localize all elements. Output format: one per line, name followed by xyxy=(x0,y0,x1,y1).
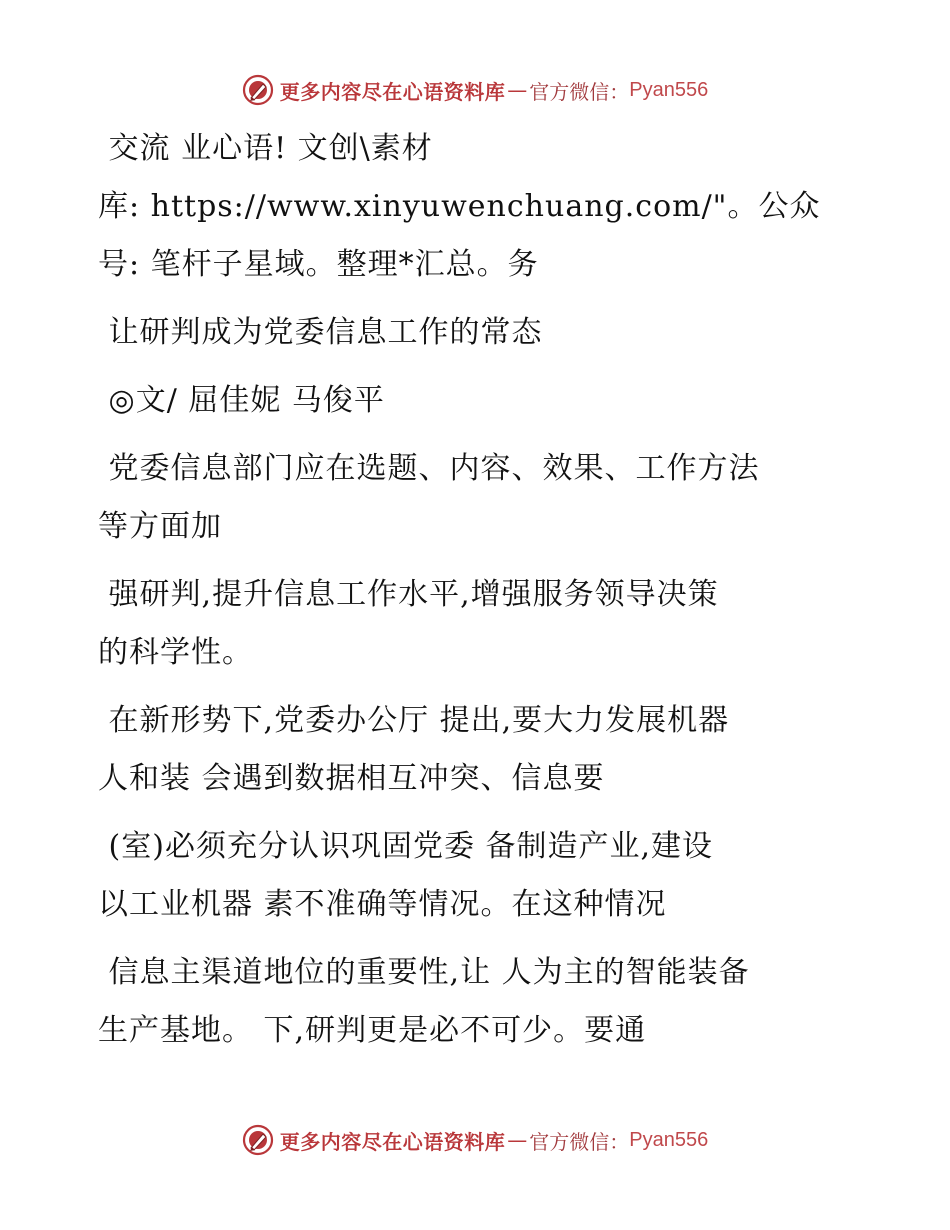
paragraph-gap xyxy=(98,556,858,566)
body-line-15: 生产基地。 下,研判更是必不可少。要通 xyxy=(98,1013,647,1048)
body-line-14: 信息主渠道地位的重要性,让 人为主的智能装备 xyxy=(98,955,750,990)
paragraph-gap xyxy=(98,808,858,818)
watermark-wechat-id: Pyan556 xyxy=(629,1128,709,1151)
paragraph-gap xyxy=(98,682,858,692)
body-line-6: 党委信息部门应在选题、内容、效果、工作方法 xyxy=(98,451,760,486)
paragraph-gap xyxy=(98,294,858,304)
watermark-wechat-id: Pyan556 xyxy=(629,78,709,101)
article-byline: ◎文/ 屈佳妮 马俊平 xyxy=(98,383,385,418)
pen-logo-icon xyxy=(242,1124,274,1156)
body-line-3: 号: 笔杆子星域。整理*汇总。务 xyxy=(98,247,539,282)
watermark-wechat-label: 官方微信： xyxy=(529,79,630,104)
body-line-2: 库: https://www.xinyuwenchuang.com/"。公众 xyxy=(98,189,821,224)
watermark-banner-bottom xyxy=(0,1120,950,1160)
body-line-9: 的科学性。 xyxy=(98,635,253,670)
watermark-banner-top xyxy=(0,70,950,110)
watermark-main-text: 更多内容尽在心语资料库 xyxy=(279,1129,506,1154)
body-line-7: 等方面加 xyxy=(98,509,222,544)
paragraph-gap xyxy=(98,934,858,944)
watermark-main-text: 更多内容尽在心语资料库 xyxy=(279,79,506,104)
body-line-1: 交流 业心语! 文创\素材 xyxy=(98,131,433,166)
body-line-10: 在新形势下,党委办公厅 提出,要大力发展机器 xyxy=(98,703,730,738)
document-body xyxy=(98,120,858,1060)
paragraph-gap xyxy=(98,430,858,440)
body-line-13: 以工业机器 素不准确等情况。在这种情况 xyxy=(98,887,667,922)
watermark-separator: — xyxy=(507,78,528,102)
body-line-8: 强研判,提升信息工作水平,增强服务领导决策 xyxy=(98,577,719,612)
watermark-separator: — xyxy=(507,1128,528,1152)
body-line-11: 人和装 会遇到数据相互冲突、信息要 xyxy=(98,761,605,796)
pen-logo-icon xyxy=(242,74,274,106)
watermark-wechat-label: 官方微信： xyxy=(529,1129,630,1154)
paragraph-gap xyxy=(98,362,858,372)
article-title: 让研判成为党委信息工作的常态 xyxy=(98,315,543,350)
body-line-12: (室)必须充分认识巩固党委 备制造产业,建设 xyxy=(98,829,714,864)
